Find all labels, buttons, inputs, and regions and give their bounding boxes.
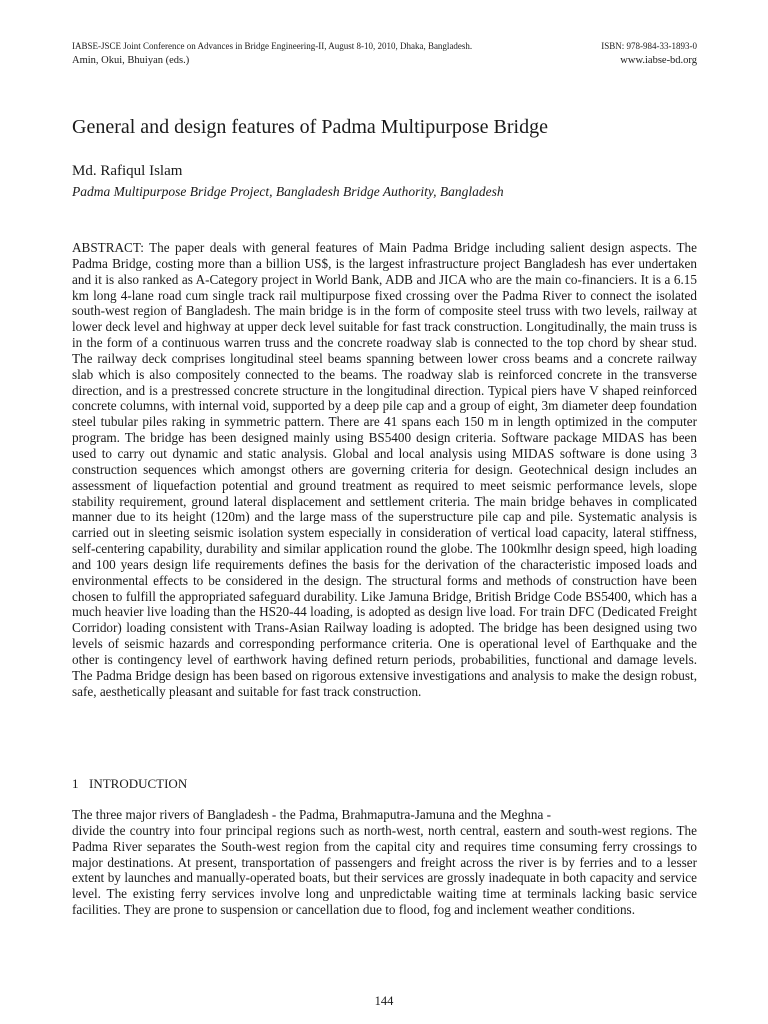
section-title: INTRODUCTION <box>89 776 188 791</box>
paper-title: General and design features of Padma Multipurpose Bridge <box>72 116 548 138</box>
website-link[interactable]: www.iabse-bd.org <box>620 55 697 66</box>
abstract <box>72 240 697 699</box>
introduction-body <box>72 807 697 918</box>
author-name: Md. Rafiqul Islam <box>72 163 183 179</box>
section-heading <box>72 776 187 792</box>
intro-first-line: The three major rivers of Bangladesh - the Padma, Brahmaputra-Jamuna and the Meghna - <box>72 807 551 822</box>
conference-name: IABSE-JSCE Joint Conference on Advances in Bridge Engineering-II, August 8-10, 2010, Dhaka, Bangladesh. <box>72 41 473 51</box>
section-number: 1 <box>72 776 79 791</box>
editors: Amin, Okui, Bhuiyan (eds.) <box>72 55 190 66</box>
author-affiliation: Padma Multipurpose Bridge Project, Bangladesh Bridge Authority, Bangladesh <box>72 184 504 199</box>
abstract-text: ABSTRACT: The paper deals with general features of Main Padma Bridge including salient design aspects. The Padma Bridge, costing more than a billion US$, is the largest infrastructure project Bangladesh has ever undertaken and it is also ranked as A-Category project in World Bank, ADB and JICA who are the main co-financiers. It is a 6.15 km long 4-lane road cum single track rail multipurpose fixed crossing over the Padma River to connect the isolated south-west region of Bangladesh. The main bridge is in the form of composite steel truss with two levels, railway at lower deck level and highway at upper deck level suitable for fast track construction. Longitudinally, the main truss is in the form of a continuous warren truss and the concrete roadway slab is connected to the top chord by shear stud. The railway deck comprises longitudinal steel beams spanning between lower cross beams and a concrete railway slab which is also compositely connected to the beams. The roadway slab is reinforced concrete in the transverse direction, and is a prestressed concrete structure in the longitudinal direction. Typical piers have V shaped reinforced concrete columns, with internal void, supported by a deep pile cap and a group of eight, 3m diameter deep foundation steel tubular piles raking in symmetric pattern. There are 41 spans each 150 m in length optimized in the computer program. The bridge has been designed mainly using BS5400 design criteria. Software package MIDAS has been used to carry out dynamic and static analysis. Global and local analysis using MIDAS software is done using 3 construction sequences which amongst others are governing criteria for design. Geotechnical design includes an assessment of liquefaction potential and ground treatment as required to meet seismic performance levels, slope stability requirement, ground lateral displacement and settlement criteria. The main bridge behaves in complicated manner due to its height (120m) and the large mass of the superstructure pile cap and pile. Systematic analysis is carried out in sleeting seismic isolation system especially in consideration of vertical load capacity, lateral stiffness, self-centering capability, durability and similar application round the globe. The 100kmlhr design speed, high loading and 100 years design life requirements defines the basis for the derivation of the characteristic imposed loads and environmental effects to be considered in the design. The structural forms and methods of construction have been chosen to fulfill the appropriated safeguard durability. Like Jamuna Bridge, British Bridge Code BS5400, which has a much heavier live loading than the HS20-44 loading, is adopted as design live load. For train DFC (Dedicated Freight Corridor) loading consistent with Trans-Asian Railway loading is adopted. The bridge has been designed using two levels of seismic hazards and corresponding performance criteria. One is operational level of Earthquake and the other is contingency level of earthwork having defined return periods, probabilities, functional and damage levels. The Padma Bridge design has been based on rigorous extensive investigations and analysis to make the design robust, safe, aesthetically pleasant and suitable for fast track construction. <box>72 240 697 699</box>
intro-paragraph: divide the country into four principal regions such as north-west, north central, eastern and south-west regions. The Padma River separates the South-west region from the capital city and requires time consuming ferry crossings to major destinations. At present, transportation of passengers and freight across the river is by ferries and to a lesser extent by launches and manually-operated boats, but their services are grossly inadequate in both capacity and service level. The existing ferry services involve long and unpredictable waiting time at terminals lacking basic service facilities. They are prone to suspension or cancellation due to flood, fog and inclement weather conditions. <box>72 822 697 918</box>
page-number: 144 <box>374 994 394 1008</box>
isbn: ISBN: 978-984-33-1893-0 <box>601 41 697 51</box>
